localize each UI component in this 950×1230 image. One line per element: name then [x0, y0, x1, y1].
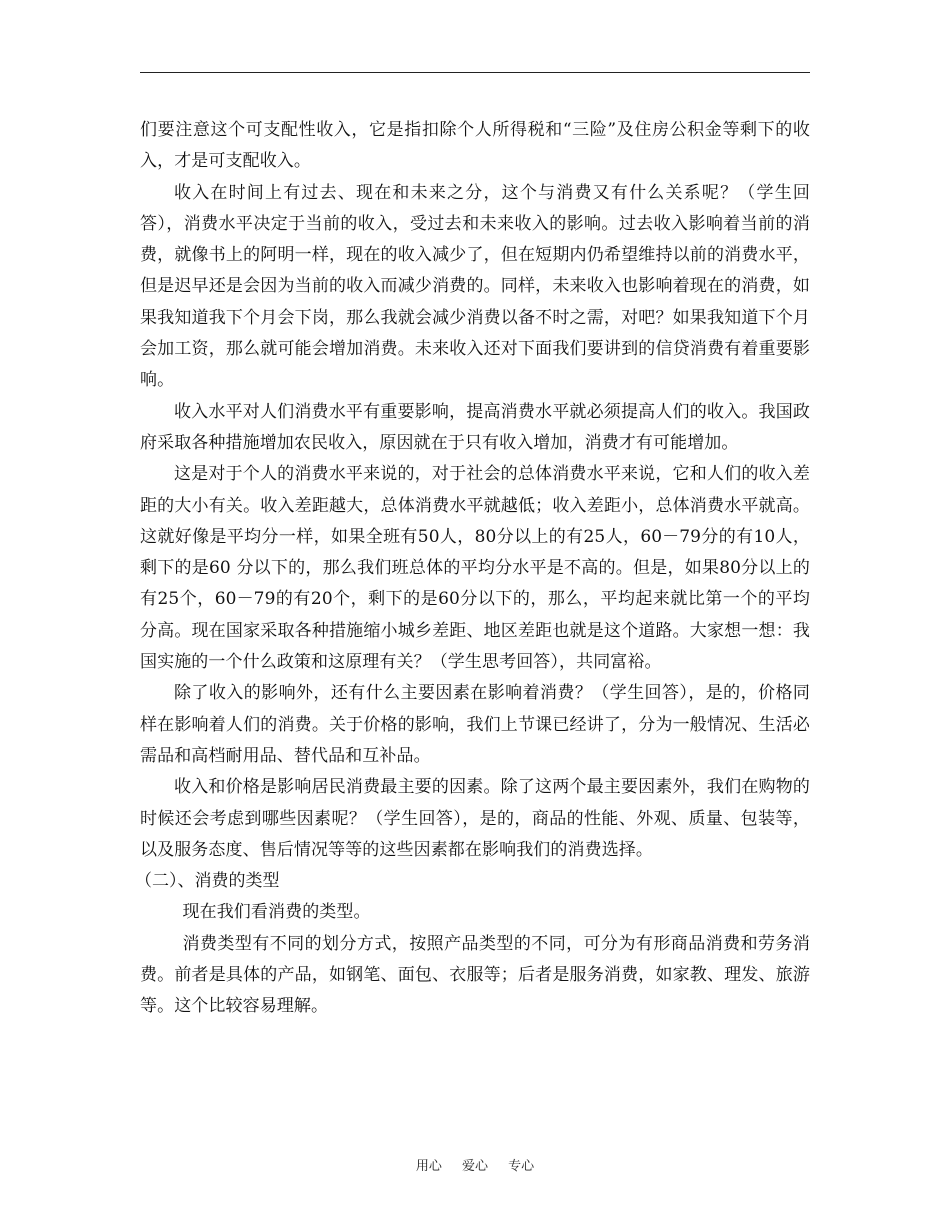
footer-word-1: 用心 — [415, 1159, 442, 1174]
paragraph-4: 这是对于个人的消费水平来说的，对于社会的总体消费水平来说，它和人们的收入差距的大小有关。收入差距越大，总体消费水平就越低；收入差距小，总体消费水平就高。这就好像是平均分一样，如果全班有50人，80分以上的有25人，60－79分的有10人，剩下的是60 分以下的，那么我们班总体的平均分水平是不高的。但是，如果80分以上的有25个，60－79的有20个，剩下的是60分以下的，那么，平均起来就比第一个的平均分高。现在国家采取各种措施缩小城乡差距、地区差距也就是这个道路。大家想一想：我国实施的一个什么政策和这原理有关？（学生思考回答），共同富裕。 — [140, 464, 810, 673]
paragraph-6: 收入和价格是影响居民消费最主要的因素。除了这两个最主要因素外，我们在购物的时候还会考虑到哪些因素呢？（学生回答），是的，商品的性能、外观、质量、包装等，以及服务态度、售后情况等等的这些因素都在影响我们的消费选择。 — [140, 777, 810, 860]
section-paragraph-2: 消费类型有不同的划分方式，按照产品类型的不同，可分为有形商品消费和劳务消费。前者是具体的产品，如钢笔、面包、衣服等；后者是服务消费，如家教、理发、旅游等。这个比较容易理解。 — [140, 933, 810, 1017]
paragraph-1: 们要注意这个可支配性收入，它是指扣除个人所得税和“三险”及住房公积金等剩下的收入，才是可支配收入。 — [140, 120, 810, 172]
paragraph-3: 收入水平对人们消费水平有重要影响，提高消费水平就必须提高人们的收入。我国政府采取各种措施增加农民收入，原因就在于只有收入增加，消费才有可能增加。 — [140, 401, 810, 453]
footer-word-2: 爱心 — [461, 1159, 488, 1174]
section-paragraph-1: 现在我们看消费的类型。 — [182, 902, 371, 923]
document-body — [135, 115, 810, 1023]
page-footer — [0, 1158, 950, 1176]
paragraph-2: 收入在时间上有过去、现在和未来之分，这个与消费又有什么关系呢？（学生回答），消费水平决定于当前的收入，受过去和未来收入的影响。过去收入影响着当前的消费，就像书上的阿明一样，现在的收入减少了，但在短期内仍希望维持以前的消费水平，但是迟早还是会因为当前的收入而减少消费的。同样，未来收入也影响着现在的消费，如果我知道我下个月会下岗，那么我就会减少消费以备不时之需，对吧？如果我知道下个月会加工资，那么就可能会增加消费。未来收入还对下面我们要讲到的信贷消费有着重要影响。 — [140, 182, 810, 391]
section-heading: （二）、消费的类型 — [135, 871, 280, 892]
footer-word-3: 专心 — [508, 1159, 535, 1174]
header-rule — [140, 72, 810, 73]
paragraph-5: 除了收入的影响外，还有什么主要因素在影响着消费？（学生回答），是的，价格同样在影响着人们的消费。关于价格的影响，我们上节课已经讲了，分为一般情况、生活必需品和高档耐用品、替代品和互补品。 — [140, 683, 810, 766]
